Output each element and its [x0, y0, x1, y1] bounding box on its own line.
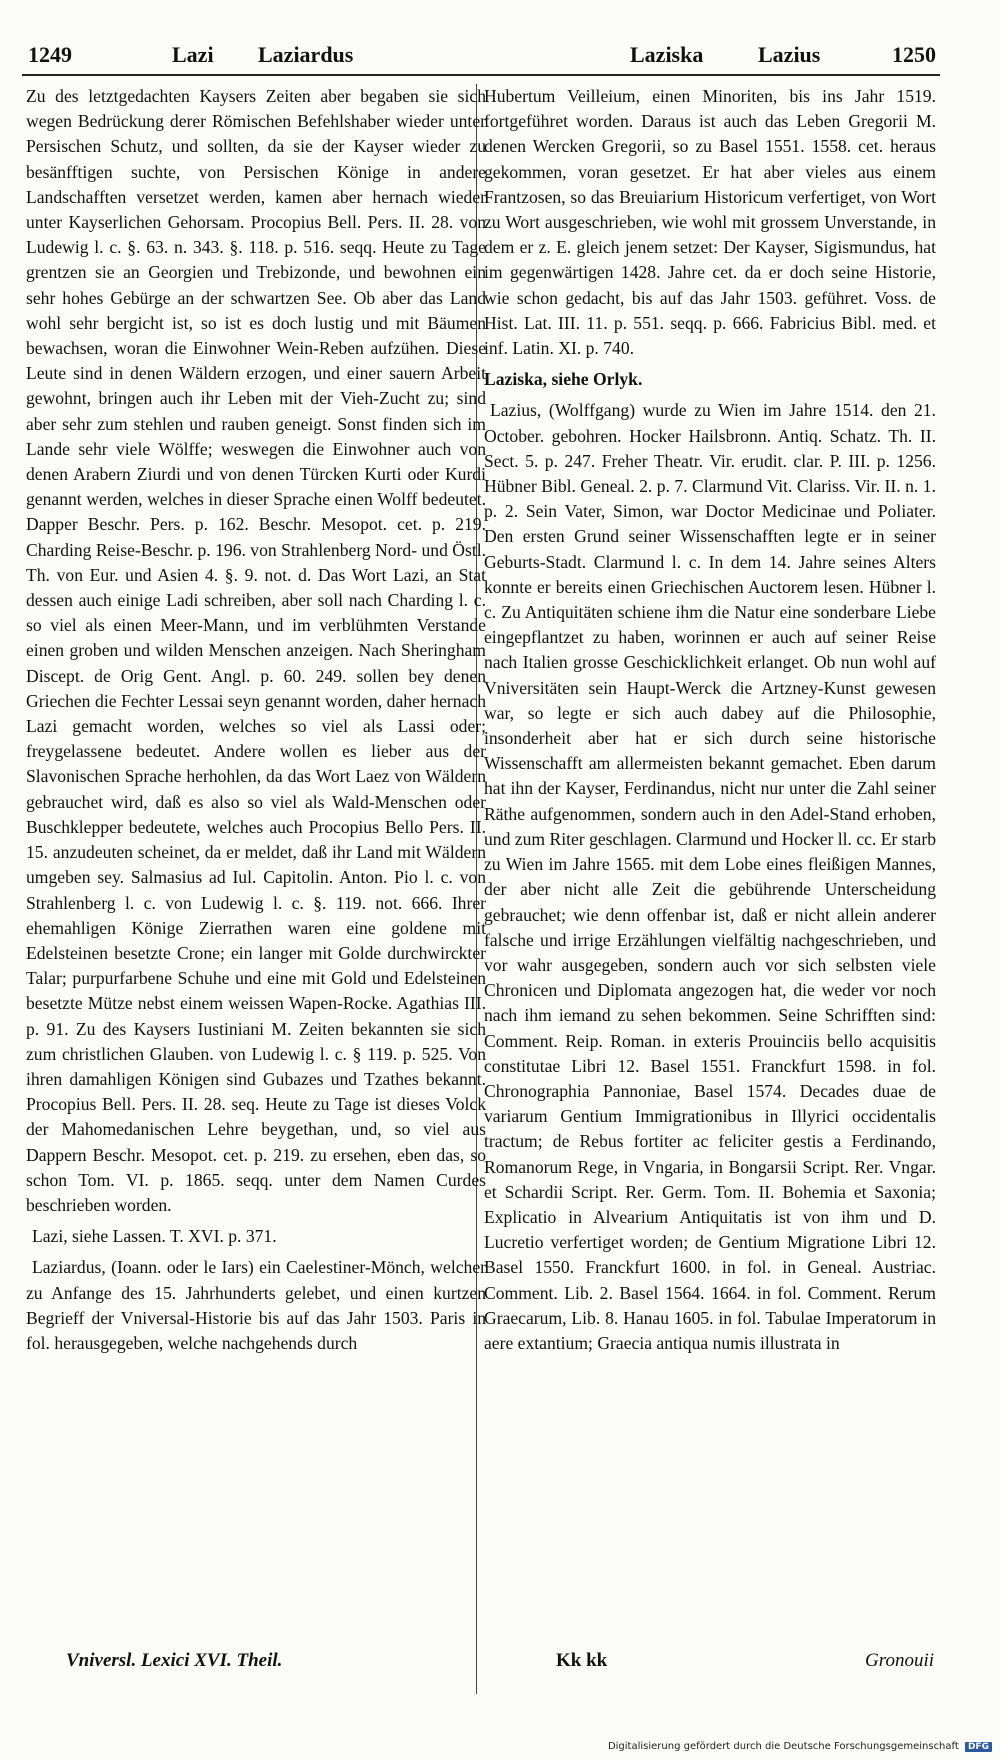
entry-lazi-continued: Zu des letztgedachten Kaysers Zeiten aber begaben sie sich wegen Bedrückung derer Römischen Befehlshaber wieder unter Persischen Schutz, und sollten, da sie der Kayser wieder zu besänfftigen suchte, von Persischen Könige in andere Landschafften versetzet werden, kamen aber hernach wieder unter Kayserlichen Gehorsam. Procopius Bell. Pers. II. 28. von Ludewig l. c. §. 63. n. 343. §. 118. p. 516. seqq. Heute zu Tage grentzen sie an Georgien und Trebizonde, und bewohnen ein sehr hohes Gebürge an der schwartzen See. Ob aber das Land wohl sehr bergicht ist, so ist es doch lustig und mit Bäumen bewachsen, woran die Einwohner Wein-Reben aufzühen. Diese Leute sind in denen Wäldern erzogen, und einer sauern Arbeit gewohnt, bringen auch ihr Leben mit der Vieh-Zucht zu; sind aber sehr zum stehlen und rauben geneigt. Sonst finden sich im Lande sehr viele Wölffe; weswegen die Einwohner auch von denen Arabern Ziurdi und von denen Türcken Kurti oder Kurdi genannt werden, welches in dieser Sprache einen Wolff bedeutet. Dapper Beschr. Pers. p. 162. Beschr. Mesopot. cet. p. 219. Charding Reise-Beschr. p. 196. von Strahlenberg Nord- und Östl. Th. von Eur. und Asien 4. §. 9. not. d. Das Wort Lazi, an Stat dessen auch einige Ladi schreiben, aber soll nach Charding l. c. so viel als einen Meer-Mann, und im verblühmten Verstande einen groben und wilden Menschen anzeigen. Nach Sheringham Discept. de Orig Gent. Angl. p. 60. 249. sollen bey denen Griechen die Fechter Lessai seyn genannt worden, daher hernach Lazi gemacht worden, welches so viel als Lassi oder; freygelassene bedeutet. Andere wollen es lieber aus der Slavonischen Sprache herhohlen, da das Wort Laez von Wäldern gebrauchet wird, daß es also so viel als Wald-Menschen oder Buschklepper bedeutete, welches auch Procopius Bello Pers. II. 15. anzudeuten scheinet, da er meldet, daß ihr Land mit Wäldern umgeben sey. Salmasius ad Iul. Capitolin. Anton. Pio l. c. von Strahlenberg l. c. von Ludewig l. c. §. 119. not. 666. Ihrer ehemahligen Könige Zierrathen waren eine goldene mit Edelsteinen besetzte Crone; ein langer mit Golde durchwirckter Talar; purpurfarbene Schuhe und eine mit Gold und Edelsteinen besetzte Mütze nebst einem weissen Wapen-Rocke. Agathias III. p. 91. Zu des Kaysers Iustiniani M. Zeiten bekannten sie sich zum christlichen Glauben. von Ludewig l. c. § 119. p. 525. Von ihren damahligen Königen sind Gubazes und Tzathes bekannt. Procopius Bell. Pers. II. 28. seq. Heute zu Tage ist dieses Volck der Mahomedanischen Lehre beygethan, und, so viel aus Dappern Beschr. Mesopot. cet. p. 219. zu ersehen, eben das, so schon Tom. VI. p. 1865. seqq. unter dem Namen Curdes beschrieben worden. [26, 86, 486, 1215]
dfg-logo-icon: DFG [965, 1742, 992, 1752]
entry-lazius: Lazius, (Wolffgang) wurde zu Wien im Jahre 1514. den 21. October. gebohren. Hocker Hailsbronn. Antiq. Schatz. Th. II. Sect. 5. p. 247. Freher Theatr. Vir. erudit. clar. P. III. p. 1256. Hübner Bibl. Geneal. 2. p. 7. Clarmund Vit. Clariss. Vir. II. n. 1. p. 2. Sein Vater, Simon, war Doctor Medicinae und Poliater. Den ersten Grund seiner Wissenschafften legte er in seiner Geburts-Stadt. Clarmund l. c. In dem 14. Jahre seines Alters konnte er bereits einen Griechischen Auctorem lesen. Hübner l. c. Zu Antiquitäten schiene ihm die Natur eine sonderbare Liebe eingepflantzet zu haben, worinnen er auch auf seiner Reise nach Italien grosse Geschicklichkeit erlanget. Ob nun wohl auf Vniversitäten sein Haupt-Werck die Artzney-Kunst gewesen war, so legte er sich auch dabey auf die Philosophie, insonderheit aber hat er sich durch seine historische Wissenschafft am allermeisten bekannt gemachet. Eben darum hat ihn der Kayser, Ferdinandus, nicht nur unter die Zahl seiner Räthe aufgenommen, sondern auch in den Adel-Stand erhoben, und zum Riter geschlagen. Clarmund und Hocker ll. cc. Er starb zu Wien im Jahre 1565. mit dem Lobe eines fleißigen Mannes, der aber nicht alle Zeit die gebührende Unterscheidung gebrauchet; wie denn offenbar ist, daß er nicht allein anderer falsche und irrige Erzählungen vielfältig nachgeschrieben, und vor wahr ausgegeben, sondern auch vor sich selbsten viele Chronicen und Diplomata angezogen hat, die weder vor noch nach ihm iemand zu sehen bekommen. Seine Schrifften sind: Comment. Reip. Roman. in exteris Prouinciis bello acquisitis constitutae Libri 12. Basel 1551. Franckfurt 1598. in fol. Chronographia Pannoniae, Basel 1574. Decades duae de variarum Gentium Immigrationibus in Illyrici occidentalis tractum; de Rebus fortiter ac feliciter gestis a Ferdinando, Romanorum Rege, in Vngaria, in Bongarsii Script. Rer. Vngar. et Schardii Script. Rer. Germ. Tom. II. Bohemia et Saxonia; Explicatio in Alvearium Antiquitatis ist von ihm und D. Lucretio verfertiget worden; de Gentium Migratione Libri 12. Basel 1550. Franckfurt 1600. in fol. in Geneal. Austriac. Comment. Lib. 2. Basel 1564. 1664. in fol. Comment. Rerum Graecarum, Lib. 8. Hanau 1605. in fol. Tabulae Imperatorum in aere extantium; Graecia antiqua numis illustrata in [484, 400, 936, 1353]
entry-laziardus: Laziardus, (Ioann. oder le Iars) ein Caelestiner-Mönch, welcher zu Anfange des 15. Jahrhunderts gelebet, und einen kurtzen Begrieff der Vniversal-Historie bis auf das Jahr 1503. Paris in fol. herausgegeben, welche nachgehends durch [26, 1257, 486, 1353]
running-header [22, 38, 940, 76]
gathering-mark: Kk kk [556, 1650, 608, 1671]
page-number-right: 1250 [892, 42, 936, 67]
page-number-left: 1249 [28, 42, 72, 67]
entry-lazi-crossref: Lazi, siehe Lassen. T. XVI. p. 371. [32, 1226, 277, 1247]
page-footer [26, 1650, 940, 1680]
digitization-note: Digitalisierung gefördert durch die Deutsche Forschungsgemeinschaft [607, 1741, 959, 1752]
left-column [26, 84, 486, 1358]
signature-line: Vniversl. Lexici XVI. Theil. [66, 1650, 283, 1671]
catchword-left-1: Lazi [172, 42, 214, 67]
catchword-left-2: Laziardus [258, 42, 354, 67]
catchword-right-1: Laziska [630, 42, 704, 67]
entry-laziardus-continued: Hubertum Veilleium, einen Minoriten, bis ins Jahr 1519. fortgeführet worden. Daraus ist auch das Leben Gregorii M. denen Wercken Gregorii, so zu Basel 1551. 1558. cet. heraus gekommen, voran gesetzet. Er hat aber vieles aus einem Frantzosen, so das Breuiarium Historicum verfertiget, von Wort zu Wort ausgeschrieben, wie wohl mit grossem Unverstande, in dem er z. E. gleich jenem setzet: Der Kayser, Sigismundus, hat im gegenwärtigen 1428. Jahre cet. da er doch seine Historie, wie schon gedacht, bis auf das Jahr 1503. geführet. Voss. de Hist. Lat. III. 11. p. 551. seqq. p. 666. Fabricius Bibl. med. et inf. Latin. XI. p. 740. [484, 86, 936, 359]
catchword-right-2: Lazius [758, 42, 821, 67]
digitization-credit [608, 1741, 992, 1752]
catchword: Gronouii [865, 1650, 934, 1671]
entry-laziska: Laziska, siehe Orlyk. [484, 369, 643, 390]
right-column [484, 84, 936, 1358]
